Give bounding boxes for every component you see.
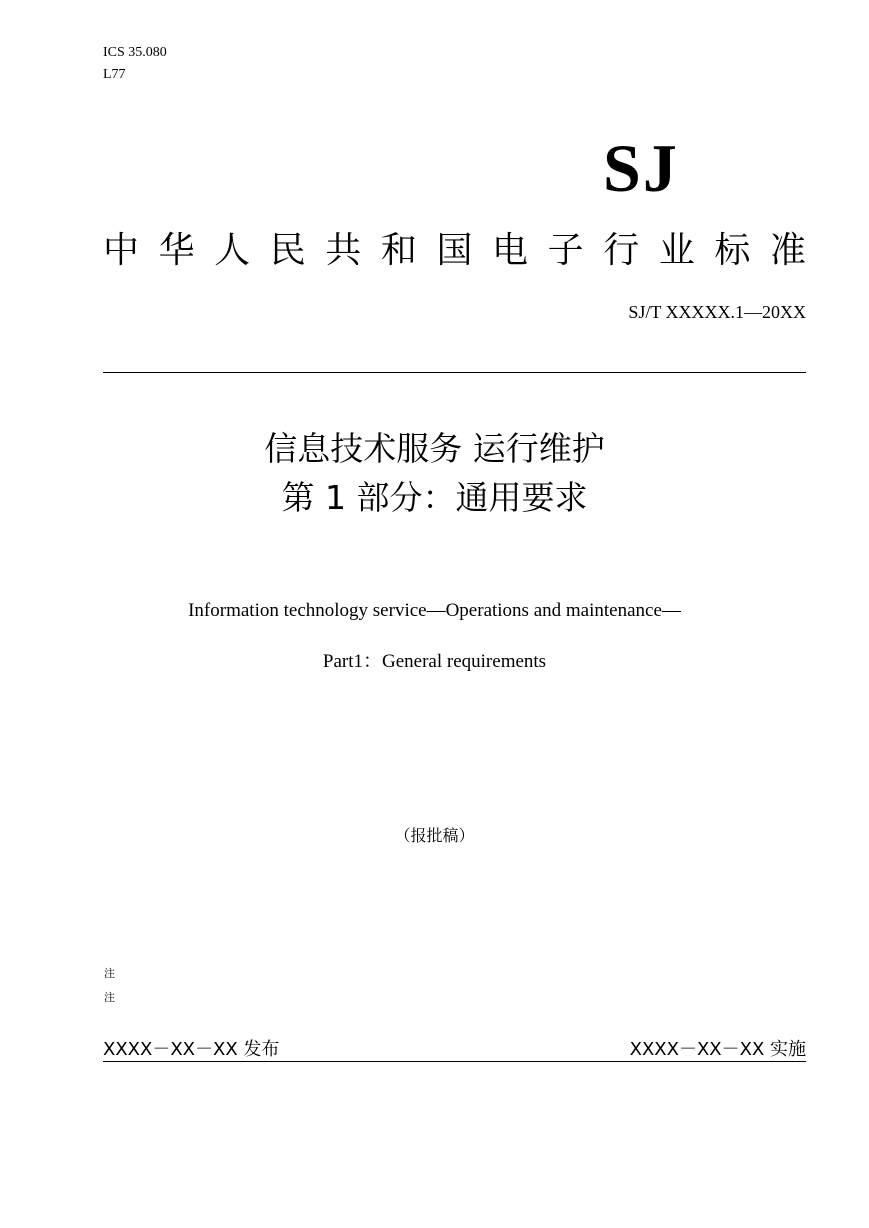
standard-type-title	[103, 226, 806, 276]
draft-stage: （报批稿）	[394, 826, 475, 845]
title-char: 业	[658, 230, 695, 271]
title-char: 华	[158, 230, 195, 271]
standard-number: SJ/T XXXXX.1—20XX	[628, 302, 806, 322]
chinese-title-line-1: 信息技术服务 运行维护	[264, 429, 605, 468]
title-char: 民	[269, 230, 306, 271]
chinese-title-line-2: 第 1 部分：通用要求	[281, 478, 588, 517]
title-char: 电	[492, 230, 529, 271]
title-char: 共	[325, 230, 362, 271]
title-char: 准	[769, 230, 806, 271]
issue-date: XXXX－XX－XX 发布	[103, 1039, 280, 1060]
note-label: 注	[104, 967, 115, 980]
title-char: 中	[103, 230, 140, 271]
english-title-line-2: Part1：General requirements	[322, 651, 547, 672]
footer-divider	[103, 1061, 806, 1062]
header-divider	[103, 372, 806, 373]
title-char: 子	[547, 230, 584, 271]
title-char: 行	[603, 230, 640, 271]
title-char: 标	[714, 230, 751, 271]
standard-mark: SJ	[603, 130, 679, 206]
implementation-date: XXXX－XX－XX 实施	[629, 1039, 806, 1060]
title-char: 人	[214, 230, 251, 271]
note-label: 注	[104, 991, 115, 1004]
title-char: 国	[436, 230, 473, 271]
ics-code: ICS 35.080	[103, 45, 167, 60]
title-char: 和	[380, 230, 417, 271]
english-title-line-1: Information technology service—Operations and maintenance—	[188, 600, 681, 621]
ccs-code: L77	[103, 67, 126, 82]
